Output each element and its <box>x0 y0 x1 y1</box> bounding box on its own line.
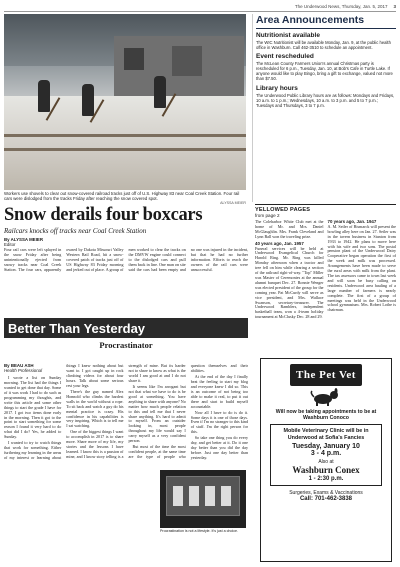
column-title: Better Than Yesterday <box>4 318 248 338</box>
announcement-heading: Event rescheduled <box>256 53 314 61</box>
column-paragraph: Now all I have to do is do it. Some days it is one of those days. Even if I'm no stranger to this kind of stuff. I'm the right person for this. <box>190 409 248 435</box>
article-author: By ALYSSA MEIER <box>4 237 44 242</box>
ad-event: Mobile Veterinary Clinic will be in Underwood at Sofia's Fancies <box>283 428 369 441</box>
pet-vet-advertisement <box>260 358 392 562</box>
yellowed-text-c: A. M. Seiler of Bismarck will present the bowling alley here on Jan. 27. Seiler was in the tavern business in Stanton from 1933 to 1942. He plans to move here with his wife and two sons. The postal pension plant of the Underwood Dairy Cooperative began operation the first of the week and milk was processed. Arrangements have been made to serve the rural areas with milk from the plant. The tax assessors came to town last week and will soon be busy calling on residents. Underwood area hauling of a large number of farmers is nearly complete. The first of a group of meetings was held in the Underwood school gymnasium. Mrs. Robert Lothe is chairman. <box>327 223 396 313</box>
ad-date: Tuesday, January 10 <box>292 443 360 451</box>
yellowed-pages-subtitle: from page 2 <box>255 213 280 218</box>
ad-time-2: 1 - 2:30 p.m. <box>308 476 344 483</box>
ad-footer <box>264 490 388 502</box>
announcement-item <box>256 85 396 108</box>
ad-event-box <box>270 424 382 486</box>
announcement-item <box>256 53 396 81</box>
column-paragraph: At the end of the day I finally beat the feeling to start my blog and everyone knew I did so. This is an outcome of not being too able to make it real, to put it out there and start to build myself accountable. <box>190 373 248 409</box>
ad-phone: Call: 701-462-3838 <box>299 496 353 503</box>
dog-icon <box>309 388 343 406</box>
ad-services: Surgeries, Exams & Vaccinations <box>289 490 363 497</box>
column-paragraph: One of the biggest things I want to accomplish in 2017 is to share more. Share more of my life, my stories and the lessons I have learned. I know this is a passion of mine, and I know story telling is a strength of mine. But its harder not to share to know as what is the world I am good at and I do not share it. <box>66 364 186 460</box>
photo-caption-text: Workers use shovels to clear out snow-covered railroad tracks just off of U.S. Highway 83 near Coal Creek Station. Four rail cars were dislodged from the tracks Friday after reaching the snow covered spot. <box>4 191 240 202</box>
announcement-body: The WIC Nutritionist will be available Monday, Jan. 9, at the public health office in Washburn. Call 462-3510 to schedule an appointment. <box>256 40 391 51</box>
column-author: By BEAU ASH <box>4 364 34 368</box>
article-subhead: Railcars knocks off tracks near Coal Creek Station <box>4 227 147 235</box>
article-byline <box>4 237 248 247</box>
announcement-heading: Library hours <box>256 84 298 92</box>
yellowed-text-b: Funeral services will be held at Underwood Evangelical Church for Harold Ring. Mr. Ring was killed Monday afternoon when a tractor and tree fell on him while clearing a section of the railroad right-of-way. "Top" Miller was Master of Ceremonies at the annual alumni banquet Dec. 27. Ronnie Wenger was elected president of the group for the coming year. Pat McCurdy will serve as vice president, and Mrs. Wallace Swanson, secretary-treasurer. The Underwood Ramblers, independent basketball team, won a 4-team holiday tournament at McClusky Dec. 28 and 29. <box>255 245 324 320</box>
column-byline <box>4 364 61 374</box>
announcement-item <box>256 32 396 50</box>
announcement-body: The McLean County Farmers Union's annual Christmas party is rescheduled for 6 p.m., Tuesday, Jan. 10, at Bob's Cafe in Turtle Lake. If anyone would like to play Bingo, bring a gift to exchange, valued not more than $7.50. <box>256 61 393 82</box>
procrastinate-photo <box>160 470 246 528</box>
ad-time: 3 - 4 p.m. <box>310 450 342 458</box>
yellowed-pages-title: YELLOWED PAGES <box>255 204 396 213</box>
article-affiliation: Editor <box>4 242 16 247</box>
yellowed-year-2: 70 years ago, Jan. 1947 <box>327 219 377 224</box>
announcement-body: The Underwood Public Library hours are as follows: Mondays and Fridays, 10 a.m. to 1 p.m.; Wednesdays, 10 a.m. to 3 p.m. and 5 to 7 p.m.; Tuesdays and Thursdays, 3 to 7 p.m. <box>256 92 395 108</box>
column-subtitle: Procrastinator <box>99 340 153 350</box>
procrastinate-photo-caption: Procrastination is not a lifestyle. It's just a choice. <box>160 529 238 533</box>
pet-vet-logo: The Pet Vet <box>290 364 362 386</box>
column-paragraph: There's the guy named Alex Honnold who climbs the hardest walls in the world without a rope. To sit back and watch a guy do his mental practice is crazy. His confidence in his capabilities is very inspiring. Which is to tell me I sat watching. <box>66 388 124 429</box>
column-paragraph: I wrote a list on Sunday morning. The list had the things I wanted to get done that day. Some of it was work I had to do such as programming my thoughts, and write this article and some other things to start the grade I have for 2017. I got two items done early in the morning. Then it got to the point to start something for some reason I found it very hard to do what did I do? Yes, he added to Sunday. <box>4 374 62 440</box>
yellowed-pages-section <box>252 204 396 354</box>
ad-also-at: Also at <box>318 459 334 466</box>
article-body: Four rail cars were left splayed in the snow Friday after being unintentionally ejected from snowy tracks near Coal Creek Station. The four cars, apparently owned by Dakota Missouri Valley Western Rail Road, hit a snow-covered patch of tracks just off of US Highway 83 Friday morning and jerked out of place. A group of men worked to clear the tracks on the DMVW engine could connect to the dislodged cars and pull them back in line. One man on site said the cars had been empty and no one was injured in the incident, but that he had no further information. Efforts to reach the owners of the rail cars were unsuccessful. <box>4 248 248 272</box>
area-announcements <box>252 14 396 202</box>
publication-line: The Underwood News, Thursday, Jan. 5, 2017 <box>294 4 388 9</box>
page-number: 3 <box>393 4 396 9</box>
announcement-heading: Nutritionist available <box>256 32 320 39</box>
column-paragraph: I wanted to try to watch things that work for something. Either furthering my learning in the areas of my interest or learning about things I knew nothing about but want to. I got caught up in rock climbing videos for about four hours. Talk about some serious rest your legs. <box>4 364 124 461</box>
yellowed-year-1: 40 years ago, Jan. 1957 <box>255 240 304 246</box>
ad-intro: Will now be taking appointments to be at Washburn Conoco <box>275 409 377 422</box>
yellowed-text-a: The Coleharbor White Club met at the home of Mr. and Mrs. Daniel McGlaughlin. Mrs. Frank Cleveland and Lynn Ball won the traveling prize. <box>255 219 324 239</box>
column-paragraph: But most of the time the most confident people, at the same time are the type of people who question themselves and their abilities. <box>128 364 248 460</box>
page-header <box>4 2 396 12</box>
column-paragraph: So take one thing you do every day, and get better at it. Do it one day better than you did the day before. Just one day better than yesterday. <box>190 435 248 461</box>
yellowed-pages-text <box>255 220 396 320</box>
area-announcements-title: Area Announcements <box>256 14 396 29</box>
ad-place: Washburn Conex <box>292 465 360 476</box>
news-photo-rail-cars <box>4 14 246 190</box>
column-affiliation: Health Professional <box>4 367 43 373</box>
column-paragraph: It seems like I'm arrogant but not that what we have to do is be good at something. You have anything to share with anyone? No matter how much people relation to this and tell me that I never share anything. It's hard to admit to myself. From an outsider looking in, most people throughout my life would say I carry myself as a very confident person. <box>128 383 186 444</box>
article-headline: Snow derails four boxcars <box>4 205 203 225</box>
photo-credit: ALYSSA MEIER <box>220 201 246 206</box>
